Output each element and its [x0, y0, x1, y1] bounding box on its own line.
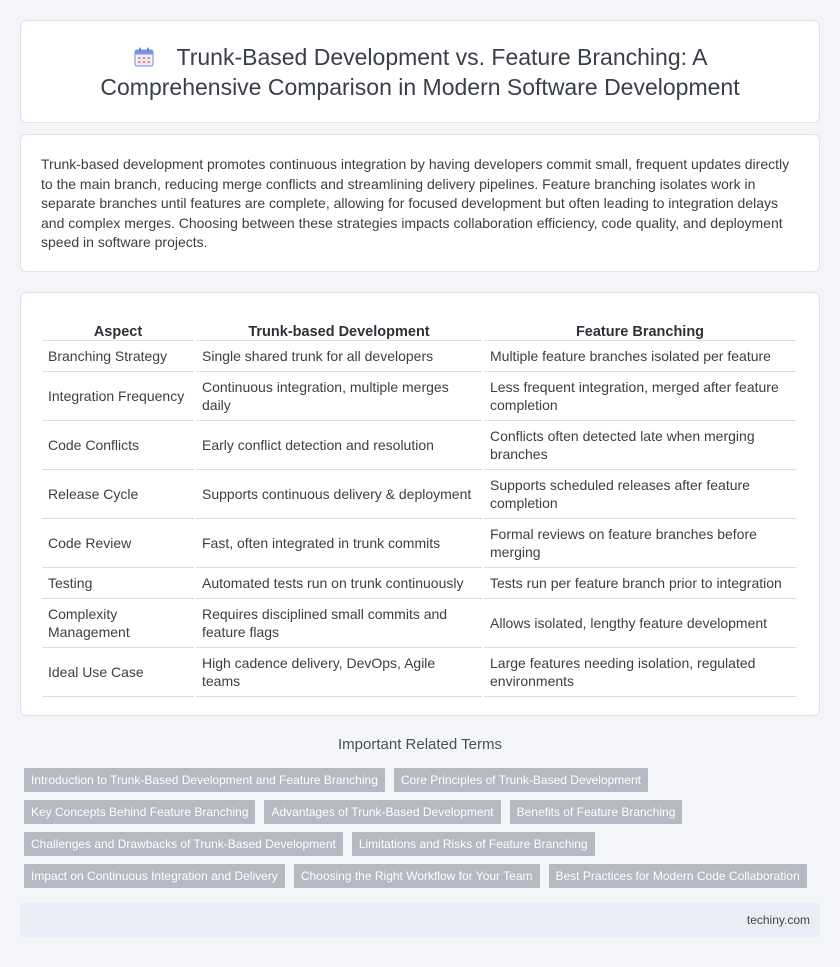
table-header-row	[42, 313, 796, 341]
tag-row	[24, 832, 824, 856]
related-term-tag[interactable]: Impact on Continuous Integration and Delivery	[24, 864, 285, 888]
aspect-cell: Release Cycle	[42, 470, 194, 519]
feature-cell: Multiple feature branches isolated per feature	[484, 341, 796, 372]
title-card	[20, 20, 820, 123]
page-title	[21, 42, 819, 102]
feature-cell: Allows isolated, lengthy feature development	[484, 599, 796, 648]
table-row	[42, 648, 796, 697]
related-terms-heading: Important Related Terms	[338, 736, 502, 753]
feature-cell: Conflicts often detected late when merging branches	[484, 421, 796, 470]
related-term-tag[interactable]: Advantages of Trunk-Based Development	[264, 800, 500, 824]
related-term-tag[interactable]: Benefits of Feature Branching	[510, 800, 683, 824]
table-row	[42, 372, 796, 421]
aspect-cell: Ideal Use Case	[42, 648, 194, 697]
related-term-tag[interactable]: Limitations and Risks of Feature Branching	[352, 832, 595, 856]
comparison-card	[20, 292, 820, 716]
table-row	[42, 470, 796, 519]
aspect-cell: Complexity Management	[42, 599, 194, 648]
trunk-cell: Supports continuous delivery & deployment	[196, 470, 482, 519]
intro-card	[20, 134, 820, 272]
related-term-tag[interactable]: Key Concepts Behind Feature Branching	[24, 800, 255, 824]
aspect-cell: Branching Strategy	[42, 341, 194, 372]
intro-paragraph: Trunk-based development promotes continuous integration by having developers commit small, frequent updates directly to the main branch, reducing merge conflicts and streamlining delivery pipelines. Feature branching isolates work in separate branches until features are complete, allowing for focused development but often leading to integration delays and complex merges. Choosing between these strategies impacts collaboration efficiency, code quality, and deployment speed in software projects.	[41, 156, 790, 250]
feature-cell: Large features needing isolation, regulated environments	[484, 648, 796, 697]
aspect-cell: Code Conflicts	[42, 421, 194, 470]
feature-cell: Less frequent integration, merged after feature completion	[484, 372, 796, 421]
aspect-cell: Integration Frequency	[42, 372, 194, 421]
feature-cell: Supports scheduled releases after feature completion	[484, 470, 796, 519]
trunk-cell: Automated tests run on trunk continuously	[196, 568, 482, 599]
table-row	[42, 519, 796, 568]
tag-row	[24, 768, 824, 792]
trunk-cell: Requires disciplined small commits and feature flags	[196, 599, 482, 648]
trunk-cell: Single shared trunk for all developers	[196, 341, 482, 372]
table-row	[42, 421, 796, 470]
related-terms-list	[24, 768, 824, 896]
table-row	[42, 599, 796, 648]
tag-row	[24, 864, 824, 888]
page-title-text: Trunk-Based Development vs. Feature Branching: A Comprehensive Comparison in Modern Software Development	[100, 43, 740, 100]
footer	[20, 903, 820, 937]
feature-cell: Formal reviews on feature branches before merging	[484, 519, 796, 568]
trunk-cell: Continuous integration, multiple merges daily	[196, 372, 482, 421]
trunk-cell: Early conflict detection and resolution	[196, 421, 482, 470]
aspect-cell: Testing	[42, 568, 194, 599]
related-term-tag[interactable]: Core Principles of Trunk-Based Development	[394, 768, 648, 792]
feature-cell: Tests run per feature branch prior to integration	[484, 568, 796, 599]
header-trunk-based: Trunk-based Development	[196, 313, 482, 341]
tag-row	[24, 800, 824, 824]
related-term-tag[interactable]: Introduction to Trunk-Based Development and Feature Branching	[24, 768, 385, 792]
comparison-table	[40, 313, 798, 697]
aspect-cell: Code Review	[42, 519, 194, 568]
header-aspect: Aspect	[42, 313, 194, 341]
table-row	[42, 568, 796, 599]
related-term-tag[interactable]: Challenges and Drawbacks of Trunk-Based Development	[24, 832, 343, 856]
site-link[interactable]: techiny.com	[746, 913, 810, 927]
related-term-tag[interactable]: Choosing the Right Workflow for Your Team	[294, 864, 540, 888]
table-row	[42, 341, 796, 372]
calendar-icon	[133, 46, 155, 68]
header-feature-branching: Feature Branching	[484, 313, 796, 341]
related-term-tag[interactable]: Best Practices for Modern Code Collaboration	[549, 864, 807, 888]
trunk-cell: Fast, often integrated in trunk commits	[196, 519, 482, 568]
trunk-cell: High cadence delivery, DevOps, Agile teams	[196, 648, 482, 697]
